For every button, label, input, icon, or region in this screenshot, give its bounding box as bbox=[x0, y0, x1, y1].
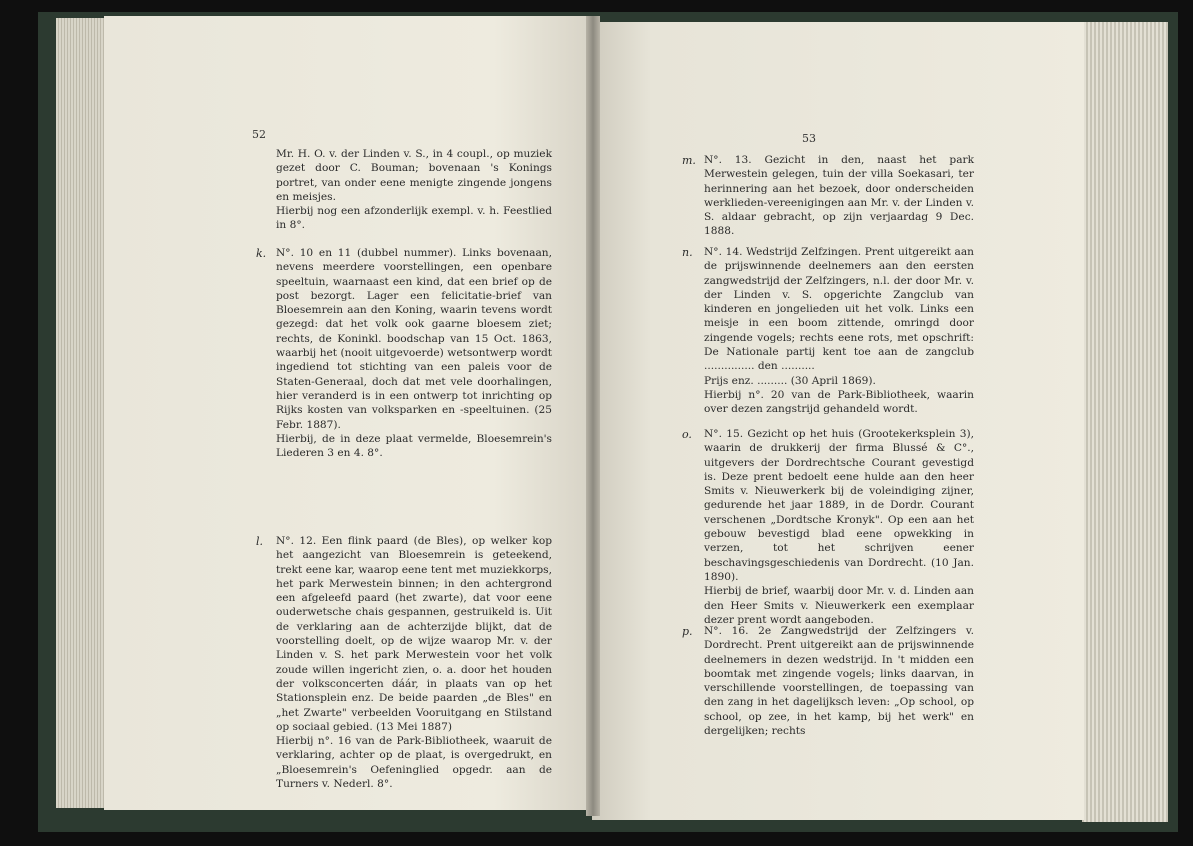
paragraph: Hierbij, de in deze plaat vermelde, Bloesemrein's Liederen 3 en 4. 8°. bbox=[276, 432, 552, 460]
paragraph: N°. 14. Wedstrijd Zelfzingen. Prent uitgereikt aan de prijswinnende deelnemers aan den eersten zangwedstrijd der Zelfzingers, n.l. der door Mr. v. der Linden v. S. opgerichte Zangclub van kinderen en jongelieden uit het volk. Links een meisje in een boom zittende, omringd door zingende vogels; rechts eene rots, met opschrift: De Nationale partij kent toe aan de zangclub ............... den .......... bbox=[704, 246, 974, 373]
entry-marker: m. bbox=[682, 154, 696, 167]
entry-o bbox=[704, 427, 974, 627]
entry-n bbox=[704, 245, 974, 417]
page-number: 52 bbox=[252, 128, 266, 141]
left-page bbox=[104, 16, 592, 810]
paragraph: N°. 10 en 11 (dubbel nummer). Links bovenaan, nevens meerdere voorstellingen, een openbare speeltuin, waarnaast een kind, dat een brief op de post bezorgt. Lager een felicitatie-brief van Bloesemrein aan den Koning, waarin tevens wordt gezegd: dat het volk ook gaarne bloesem ziet; rechts, de Koninkl. boodschap van 15 Oct. 1863, waarbij het (nooit uitgevoerde) wetsontwerp wordt ingediend tot stichting van een paleis voor de Staten-Generaal, doch dat met vele doorhalingen, hier veranderd is in een ontwerp tot inrichting op Rijks kosten van volksparken en -speeltuinen. (25 Febr. 1887). bbox=[276, 247, 552, 431]
page-edges-left bbox=[56, 18, 106, 808]
entry-p bbox=[704, 624, 974, 738]
entry-marker: l. bbox=[256, 535, 264, 548]
paragraph: N°. 13. Gezicht in den, naast het park Merwestein gelegen, tuin der villa Soekasari, ter herinnering aan het bezoek, door onderscheiden werklieden-vereenigingen aan Mr. v. der Linden v. S. aldaar gebracht, op zijn verjaardag 9 Dec. 1888. bbox=[704, 154, 974, 238]
paragraph: N°. 15. Gezicht op het huis (Grootekerksplein 3), waarin de drukkerij der firma Blussé & C°., uitgevers der Dordrechtsche Courant gevestigd is. Deze prent bedoelt eene hulde aan den heer Smits v. Nieuwerkerk bij de voleindiging zijner, gedurende het jaar 1889, in de Dordr. Courant verschenen „Dordtsche Kronyk". Op een aan het gebouw bevestigd blad eene opwekking in verzen, tot het schrijven eener beschavingsgeschiedenis van Dordrecht. (10 Jan. 1890). bbox=[704, 428, 974, 583]
entry-l bbox=[276, 534, 552, 791]
entry-marker: p. bbox=[682, 625, 693, 638]
paragraph: N°. 12. Een flink paard (de Bles), op welker kop het aangezicht van Bloesemrein is geteekend, trekt eene kar, waarop eene tent met muziekkorps, het park Merwestein binnen; in den achtergrond een afgeleefd paard (het zwarte), dat voor eene ouderwetsche chais gespannen, gestruikeld is. Uit de verklaring aan de achterzijde blijkt, dat de voorstelling doelt, op de wijze waarop Mr. v. der Linden v. S. het park Merwestein voor het volk zoude willen ingericht zien, o. a. door het houden der volksconcerten dáár, in plaats van op het Stationsplein enz. De beide paarden „de Bles" en „het Zwarte" verbeelden Vooruitgang en Stilstand op sociaal gebied. (13 Mei 1887) bbox=[276, 535, 552, 733]
entry-k bbox=[276, 246, 552, 460]
entry-marker: k. bbox=[256, 247, 267, 260]
intro-entry bbox=[276, 147, 552, 233]
paragraph: Hierbij nog een afzonderlijk exempl. v. h. Feestlied in 8°. bbox=[276, 205, 552, 232]
paragraph: Hierbij n°. 20 van de Park-Bibliotheek, waarin over dezen zangstrijd gehandeld wordt. bbox=[704, 388, 974, 416]
entry-marker: n. bbox=[682, 246, 693, 259]
page-edges-right bbox=[1082, 22, 1168, 822]
page-number: 53 bbox=[802, 132, 816, 145]
right-page bbox=[592, 22, 1084, 820]
paragraph: Prijs enz. ......... (30 April 1869). bbox=[704, 374, 876, 387]
paragraph: Hierbij de brief, waarbij door Mr. v. d. Linden aan den Heer Smits v. Nieuwerkerk een exemplaar dezer prent wordt aangeboden. bbox=[704, 585, 974, 626]
paragraph: Mr. H. O. v. der Linden v. S., in 4 coupl., op muziek gezet door C. Bouman; bovenaan 's Konings portret, van onder eene menigte zingende jongens en meisjes. bbox=[276, 148, 552, 203]
paragraph: N°. 16. 2e Zangwedstrijd der Zelfzingers v. Dordrecht. Prent uitgereikt aan de prijswinnende deelnemers in dezen wedstrijd. In 't midden een boomtak met zingende vogels; links daarvan, in verschillende voorstellingen, de toepassing van den zang in het dagelijksch leven: „Op school, op school, op zee, in het kamp, bij het werk" en dergelijken; rechts bbox=[704, 625, 974, 738]
paragraph: Hierbij n°. 16 van de Park-Bibliotheek, waaruit de verklaring, achter op de plaat, is overgedrukt, en „Bloesemrein's Oefeninglied opgedr. aan de Turners v. Nederl. 8°. bbox=[276, 735, 552, 791]
book-gutter bbox=[586, 16, 600, 816]
entry-marker: o. bbox=[682, 428, 692, 441]
entry-m bbox=[704, 153, 974, 239]
